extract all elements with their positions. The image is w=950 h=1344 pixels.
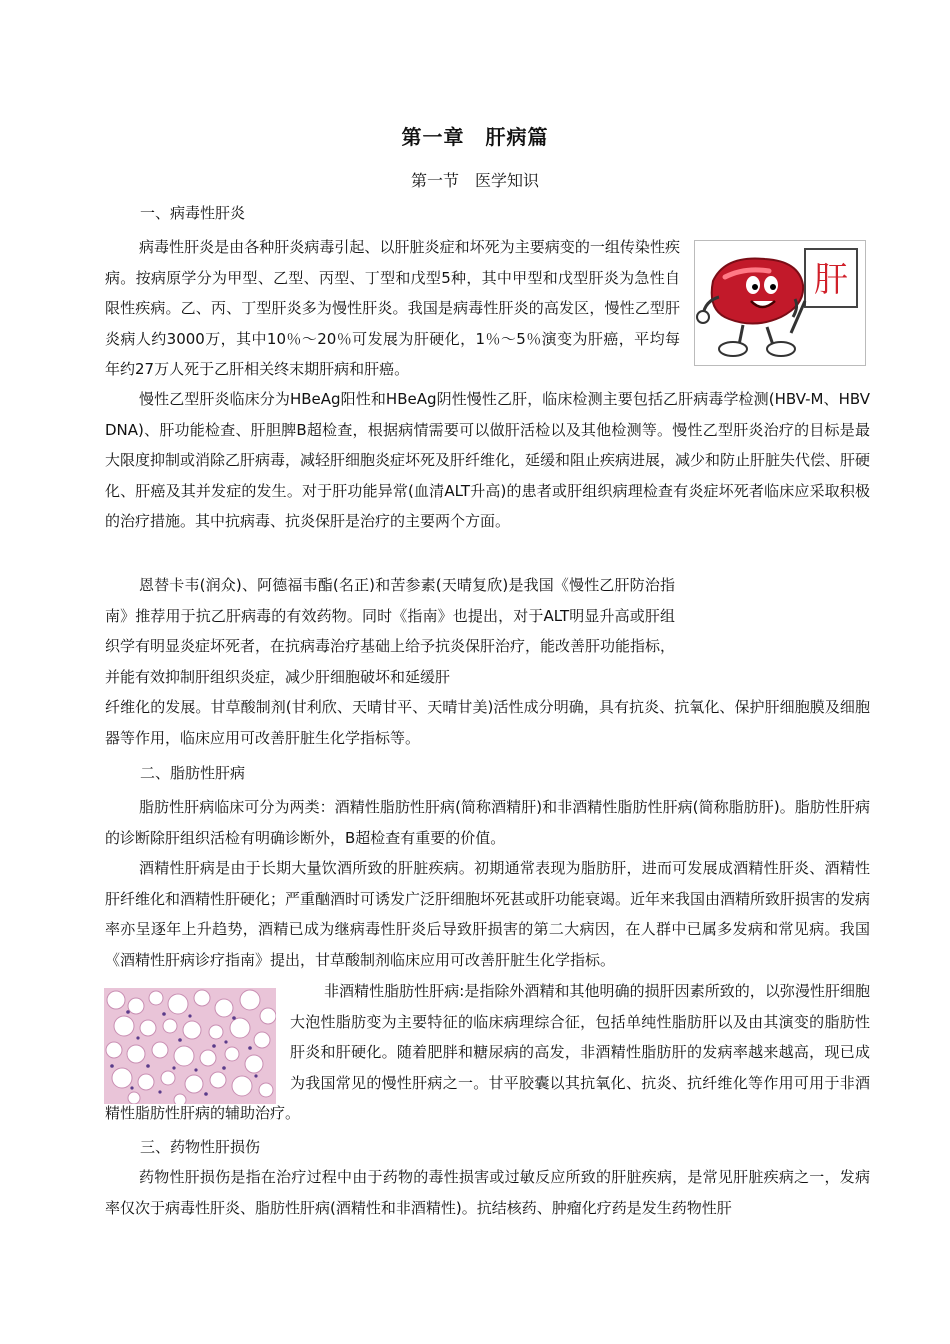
heading-drug-liver-injury: 三、药物性肝损伤: [140, 1138, 261, 1156]
paragraph-text: 非酒精性脂肪性肝病:是指除外酒精和其他明确的损肝因素所致的，以弥漫性肝细胞大泡性脂肪变为主要特征的临床病理综合征，包括单纯性脂肪肝以及由其演变的脂肪性肝炎和肝硬化。随着肥胖和糖尿病的高发，非酒精性脂肪肝的发病率越来越高，现已成为我国常见的慢性肝病之一。甘平胶囊以其抗氧化、抗炎、抗纤维化等作用可用于非酒精性脂肪性肝病的辅助治疗。: [105, 982, 870, 1122]
liver-histology-image: [104, 988, 276, 1104]
paragraph-antiviral-drugs: 恩替卡韦(润众)、阿德福韦酯(名正)和苦参素(天晴复欣)是我国《慢性乙肝防治指南》推荐用于抗乙肝病毒的有效药物。同时《指南》也提出，对于ALT明显升高或肝组织学有明显炎症坏死者，在抗病毒治疗基础上给予抗炎保肝治疗，能改善肝功能指标，并能有效抑制肝组织炎症，减少肝细胞破坏和延缓肝: [105, 576, 676, 686]
liver-cartoon-icon: [695, 241, 865, 365]
paragraph-text: 病毒性肝炎是由各种肝炎病毒引起、以肝脏炎症和坏死为主要病变的一组传染性疾病。按病原学分为甲型、乙型、丙型、丁型和戊型5种，其中甲型和戊型肝炎为急性自限性疾病。乙、丙、丁型肝炎多为慢性肝炎。我国是病毒性肝炎的高发区，慢性乙型肝炎病人约3000万，其中10％～20％可发展为肝硬化，1％～5％演变为肝癌，平均每年约27万人死于乙肝相关终末期肝病和肝癌。: [105, 238, 680, 378]
paragraph-chronic-hepatitis-b: 慢性乙型肝炎临床分为HBeAg阳性和HBeAg阴性慢性乙肝，临床检测主要包括乙肝病毒学检测(HBV-M、HBVDNA)、肝功能检查、肝胆脾B超检查，根据病情需要可以做肝活检以及其他检测等。慢性乙型肝炎治疗的目标是最大限度抑制或消除乙肝病毒，减轻肝细胞炎症坏死及肝纤维化，延缓和阻止疾病进展，减少和防止肝脏失代偿、肝硬化、肝癌及其并发症的发生。对于肝功能异常(血清ALT升高)的患者或肝组织病理检查有炎症坏死者临床应采取积极的治疗措施。其中抗病毒、抗炎保肝是治疗的主要两个方面。: [105, 390, 871, 530]
paragraph-drug-liver-injury: 药物性肝损伤是指在治疗过程中由于药物的毒性损害或过敏反应所致的肝脏疾病，是常见肝脏疾病之一，发病率仅次于病毒性肝炎、脂肪性肝病(酒精性和非酒精性)。抗结核药、肿瘤化疗药是发生药物性肝: [105, 1168, 870, 1217]
paragraph-antiviral-drugs-cont: 纤维化的发展。甘草酸制剂(甘利欣、天晴甘平、天晴甘美)活性成分明确，具有抗炎、抗氧化、保护肝细胞膜及细胞器等作用，临床应用可改善肝脏生化学指标等。: [105, 698, 870, 747]
liver-cartoon-image: [694, 240, 866, 366]
chapter-title: 第一章 肝病篇: [401, 125, 549, 149]
section-title: 第一节 医学知识: [410, 171, 539, 190]
histology-icon: [104, 988, 276, 1104]
heading-viral-hepatitis: 一、病毒性肝炎: [140, 204, 246, 222]
liver-sign-text: 肝: [814, 260, 848, 300]
paragraph-fatty-liver-types: 脂肪性肝病临床可分为两类：酒精性脂肪性肝病(简称酒精肝)和非酒精性脂肪性肝病(简称脂肪肝)。脂肪性肝病的诊断除肝组织活检有明确诊断外，B超检查有重要的价值。: [105, 798, 870, 847]
paragraph-alcoholic-liver: 酒精性肝病是由于长期大量饮酒所致的肝脏疾病。初期通常表现为脂肪肝，进而可发展成酒精性肝炎、酒精性肝纤维化和酒精性肝硬化；严重酗酒时可诱发广泛肝细胞坏死甚或肝功能衰竭。近年来我国由酒精所致肝损害的发病率亦呈逐年上升趋势，酒精已成为继病毒性肝炎后导致肝损害的第二大病因，在人群中已属多发病和常见病。我国《酒精性肝病诊疗指南》提出，甘草酸制剂临床应用可改善肝脏生化学指标。: [105, 859, 871, 969]
heading-fatty-liver: 二、脂肪性肝病: [140, 764, 246, 782]
